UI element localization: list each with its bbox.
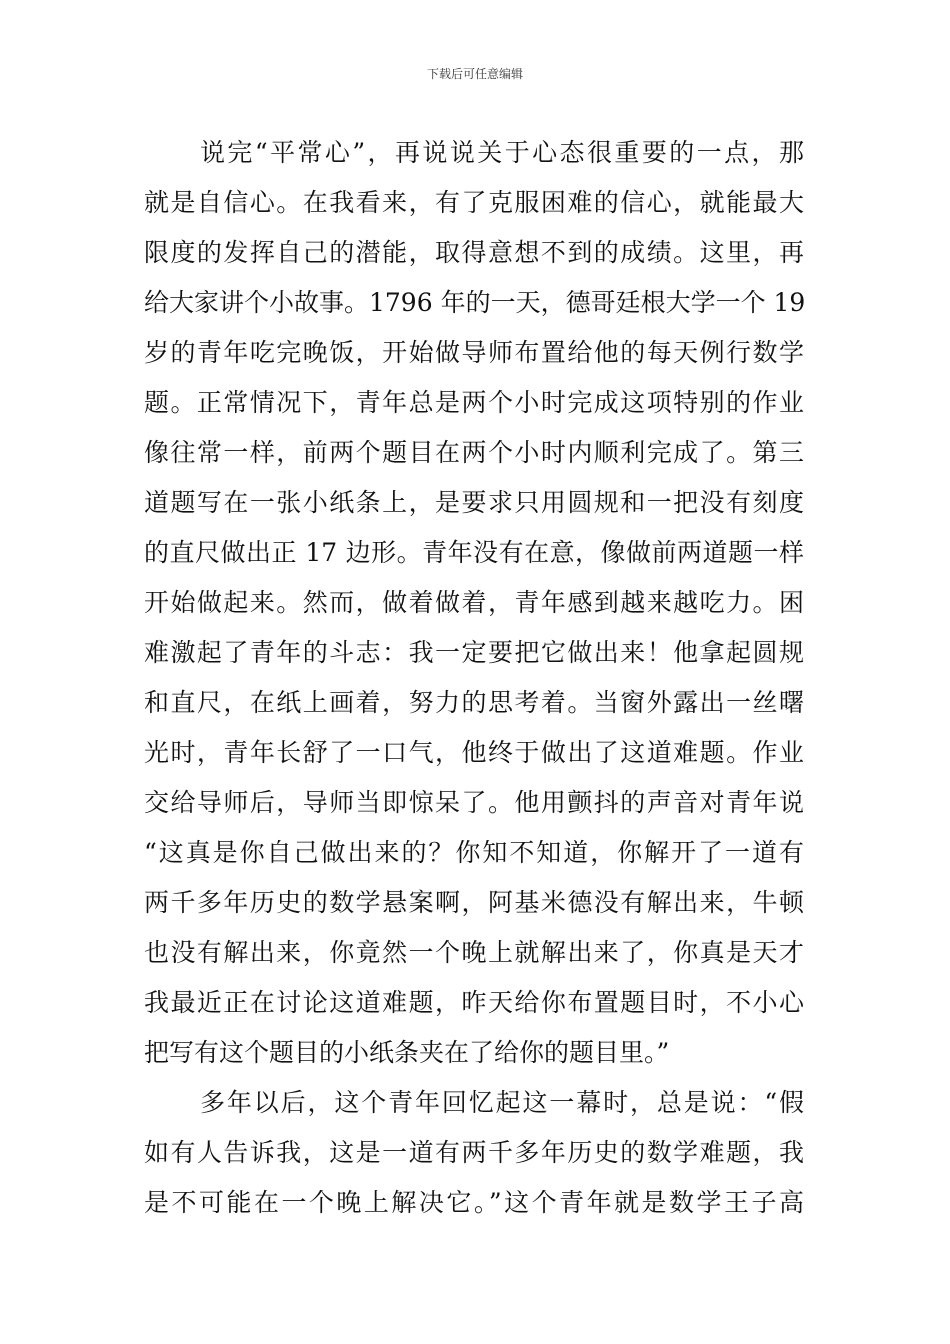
text-line: 多年以后，这个青年回忆起这一幕时，总是说：“假 [200,1088,804,1117]
text-line: 也没有解出来，你竟然一个晚上就解出来了，你真是天才 [144,938,804,967]
text-line: 我最近正在讨论这道难题，昨天给你布置题目时，不小心 [144,988,804,1017]
text-line: 和直尺，在纸上画着，努力的思考着。当窗外露出一丝曙 [144,688,804,717]
text-line: 就是自信心。在我看来，有了克服困难的信心，就能最大 [144,188,804,217]
text-line: 两千多年历史的数学悬案啊，阿基米德没有解出来，牛顿 [144,888,804,917]
text-line: 题。正常情况下，青年总是两个小时完成这项特别的作业 [144,388,804,417]
text-line: 光时，青年长舒了一口气，他终于做出了这道难题。作业 [144,738,804,767]
text-line: 限度的发挥自己的潜能，取得意想不到的成绩。这里，再 [144,238,804,267]
text-line: 的直尺做出正 17 边形。青年没有在意，像做前两道题一样 [144,538,804,567]
text-line: 像往常一样，前两个题目在两个小时内顺利完成了。第三 [144,438,804,467]
text-line: 给大家讲个小故事。1796 年的一天，德哥廷根大学一个 19 [144,288,806,317]
text-line: 难激起了青年的斗志：我一定要把它做出来！他拿起圆规 [144,638,804,667]
page-header: 下载后可任意编辑 [426,67,523,81]
text-line: “这真是你自己做出来的？你知不知道，你解开了一道有 [144,838,804,867]
text-line: 道题写在一张小纸条上，是要求只用圆规和一把没有刻度 [144,488,804,517]
text-line: 是不可能在一个晚上解决它。”这个青年就是数学王子高 [144,1188,804,1217]
text-line: 开始做起来。然而，做着做着，青年感到越来越吃力。困 [144,588,804,617]
text-line: 如有人告诉我，这是一道有两千多年历史的数学难题，我 [144,1138,804,1167]
body-text [144,128,804,1228]
text-line: 岁的青年吃完晚饭，开始做导师布置给他的每天例行数学 [144,338,804,367]
text-line: 交给导师后，导师当即惊呆了。他用颤抖的声音对青年说 [144,788,804,817]
text-line: 说完“平常心”，再说说关于心态很重要的一点，那 [200,138,804,167]
text-line: 把写有这个题目的小纸条夹在了给你的题目里。” [144,1038,670,1067]
